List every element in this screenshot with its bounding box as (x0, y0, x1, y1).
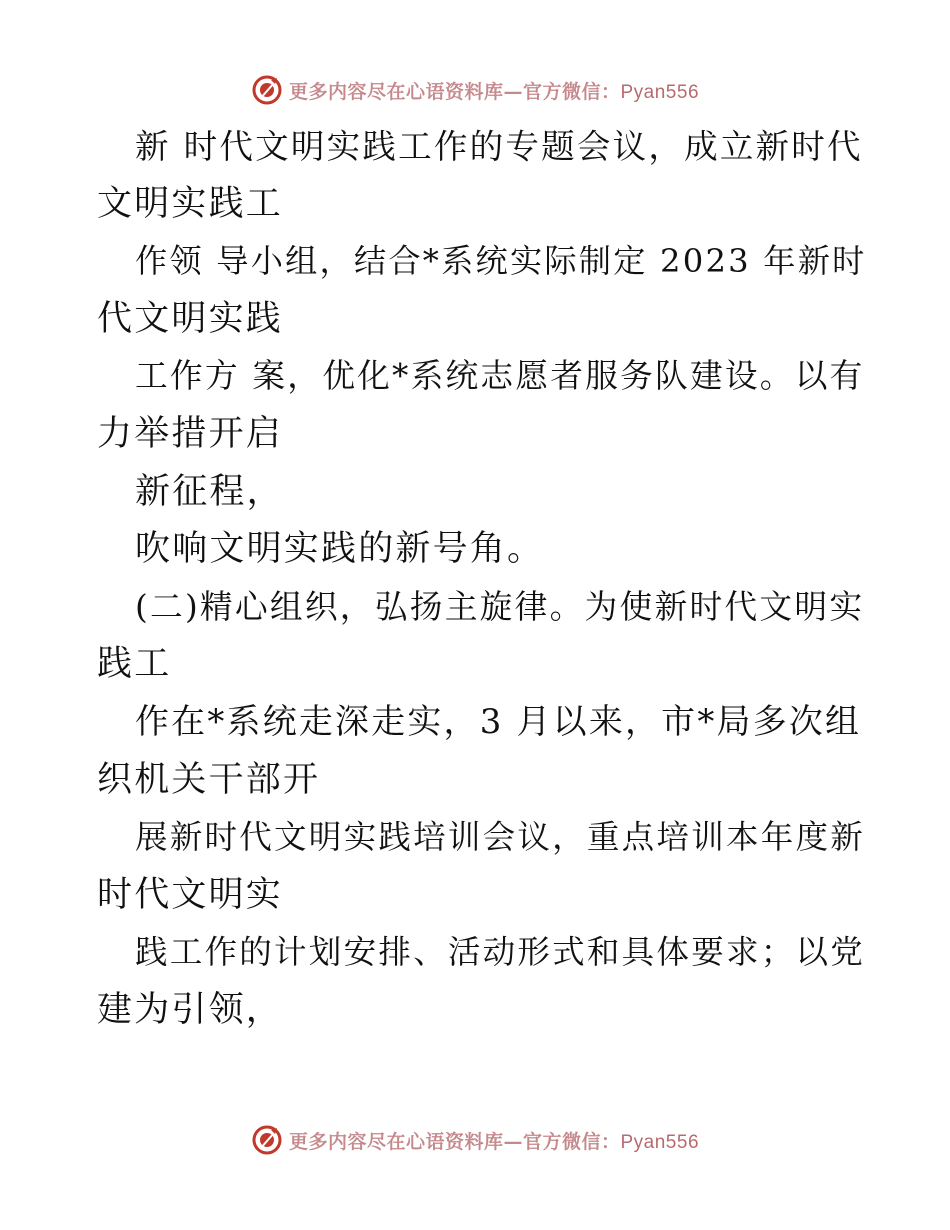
body-line-4: 代文明实践 (97, 298, 284, 339)
body-line-1: 新 时代文明实践工作的专题会议，成立新时代 (135, 127, 863, 166)
body-line-16: 建为引领， (97, 989, 284, 1030)
footer-banner (0, 1118, 950, 1162)
body-line-11: 作在*系统走深走实，3 月以来，市*局多次组 (135, 701, 862, 742)
body-line-2: 文明实践工 (97, 183, 284, 224)
body-line-10: 践工 (97, 644, 172, 685)
document-body (97, 118, 867, 1040)
footer-banner-id: Pyan556 (620, 1131, 700, 1153)
body-line-15: 践工作的计划安排、活动形式和具体要求；以党 (135, 933, 866, 972)
header-banner-id: Pyan556 (620, 81, 700, 103)
body-line-5: 工作方 案，优化*系统志愿者服务队建设。以有 (135, 357, 865, 396)
body-line-14: 时代文明实 (97, 874, 284, 915)
seal-logo-icon (251, 74, 283, 106)
body-line-9: (二)精心组织，弘扬主旋律。为使新时代文明实 (135, 587, 865, 626)
body-line-8: 吹响文明实践的新号角。 (135, 529, 545, 570)
body-line-3: 作领 导小组，结合*系统实际制定 2023 年新时 (135, 242, 867, 281)
header-banner-main: 更多内容尽在心语资料库—官方微信： (288, 80, 621, 103)
body-line-6: 力举措开启 (97, 413, 284, 454)
header-banner (0, 68, 950, 112)
footer-banner-text (289, 1127, 699, 1154)
header-banner-text (289, 77, 699, 104)
body-line-13: 展新时代文明实践培训会议，重点培训本年度新 (135, 818, 866, 857)
footer-banner-main: 更多内容尽在心语资料库—官方微信： (288, 1130, 621, 1153)
body-line-12: 织机关干部开 (97, 759, 321, 800)
seal-logo-icon (251, 1124, 283, 1156)
body-line-7: 新征程， (135, 471, 284, 512)
